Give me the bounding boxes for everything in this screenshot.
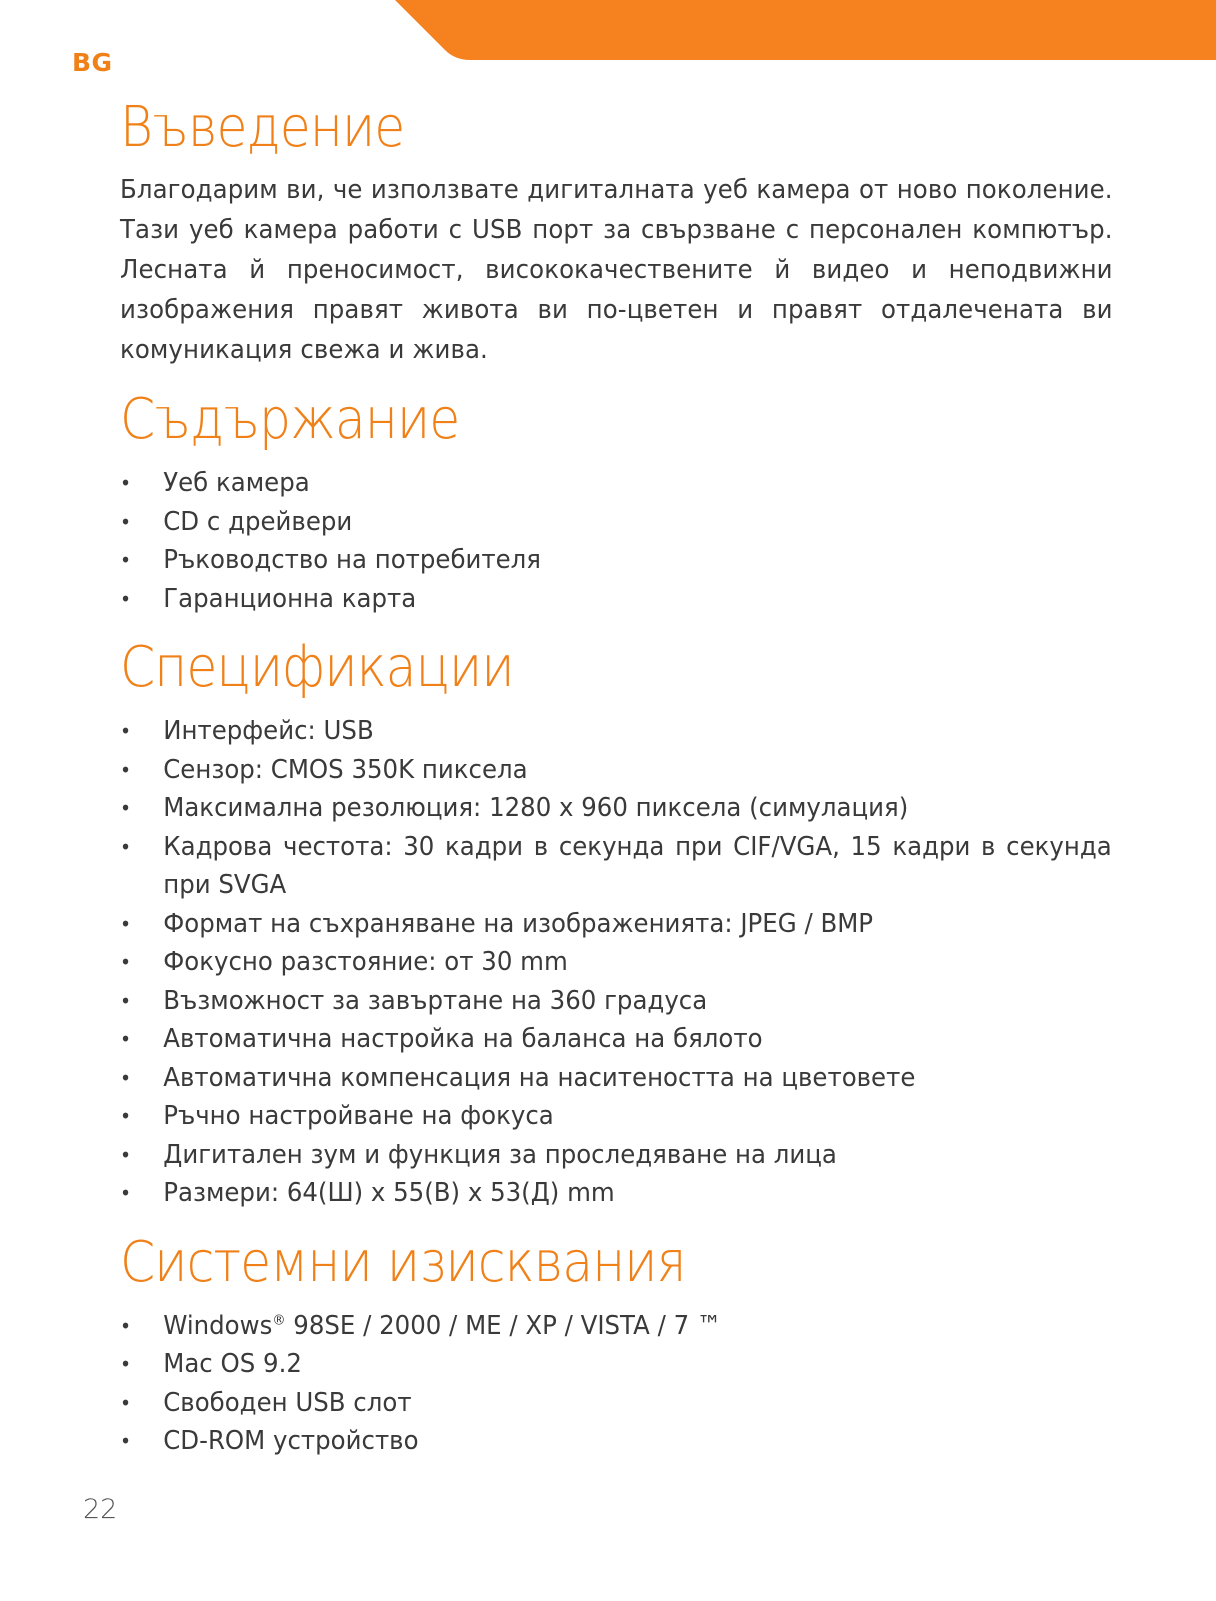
header-orange-tab bbox=[0, 0, 1216, 70]
list-item: • Фокусно разстояние: от 30 mm bbox=[120, 943, 1112, 982]
contents-section bbox=[120, 380, 1112, 618]
list-item: • Свободен USB слот bbox=[120, 1384, 1112, 1423]
list-item: • Ръководство на потребителя bbox=[120, 541, 1112, 580]
list-item: • Уеб камера bbox=[120, 464, 1112, 503]
list-item: • Сензор: CMOS 350K пиксела bbox=[120, 751, 1112, 790]
list-item: • Формат на съхраняване на изображенията: JPEG / BMP bbox=[120, 905, 1112, 944]
list-item: • CD с дрейвери bbox=[120, 503, 1112, 542]
specs-section bbox=[120, 628, 1112, 1213]
requirements-section bbox=[120, 1223, 1112, 1461]
requirements-title: Системни изисквания bbox=[120, 1229, 686, 1295]
intro-section bbox=[120, 88, 1112, 370]
list-item: • Гаранционна карта bbox=[120, 580, 1112, 619]
list-item: • Ръчно настройване на фокуса bbox=[120, 1097, 1112, 1136]
list-item: • CD-ROM устройство bbox=[120, 1422, 1112, 1461]
registered-mark: ® bbox=[272, 1311, 286, 1328]
list-item: • Автоматична компенсация на наситеността на цветовете bbox=[120, 1059, 1112, 1098]
intro-paragraph: Благодарим ви, че използвате дигиталната уеб камера от ново поколение. Тази уеб камера работи с USB порт за свързване с персонален компютър. Лесната й преносимост, висококачествените й видео и неподвижни изображения правят живота ви по-цветен и правят отдалечената ви комуникация свежа и жива. bbox=[120, 175, 1113, 365]
os-windows-versions: 98SE / 2000 / ME / XP / VISTA / 7 ™ bbox=[285, 1310, 722, 1341]
list-item: • Mac OS 9.2 bbox=[120, 1345, 1112, 1384]
contents-list bbox=[120, 464, 1112, 618]
list-item: • Дигитален зум и функция за проследяване на лица bbox=[120, 1136, 1112, 1175]
list-item: • Размери: 64(Ш) x 55(В) x 53(Д) mm bbox=[120, 1174, 1112, 1213]
requirements-list bbox=[120, 1307, 1112, 1461]
page-content bbox=[120, 88, 1112, 1461]
list-item: • Възможност за завъртане на 360 градуса bbox=[120, 982, 1112, 1021]
list-item: • Автоматична настройка на баланса на бялото bbox=[120, 1020, 1112, 1059]
list-item: • Кадрова честота: 30 кадри в секунда при CIF/VGA, 15 кадри в секунда при SVGA bbox=[120, 828, 1112, 905]
specs-title: Спецификации bbox=[120, 635, 514, 700]
os-windows-name: Windows bbox=[163, 1310, 273, 1341]
specs-list bbox=[120, 712, 1112, 1213]
contents-title: Съдържание bbox=[120, 387, 460, 452]
language-code: BG bbox=[72, 48, 113, 77]
page-number: 22 bbox=[83, 1494, 118, 1525]
list-item bbox=[120, 1307, 1112, 1346]
list-item: • Максимална резолюция: 1280 x 960 пиксела (симулация) bbox=[120, 789, 1112, 828]
intro-title: Въведение bbox=[120, 95, 405, 160]
list-item: • Интерфейс: USB bbox=[120, 712, 1112, 751]
